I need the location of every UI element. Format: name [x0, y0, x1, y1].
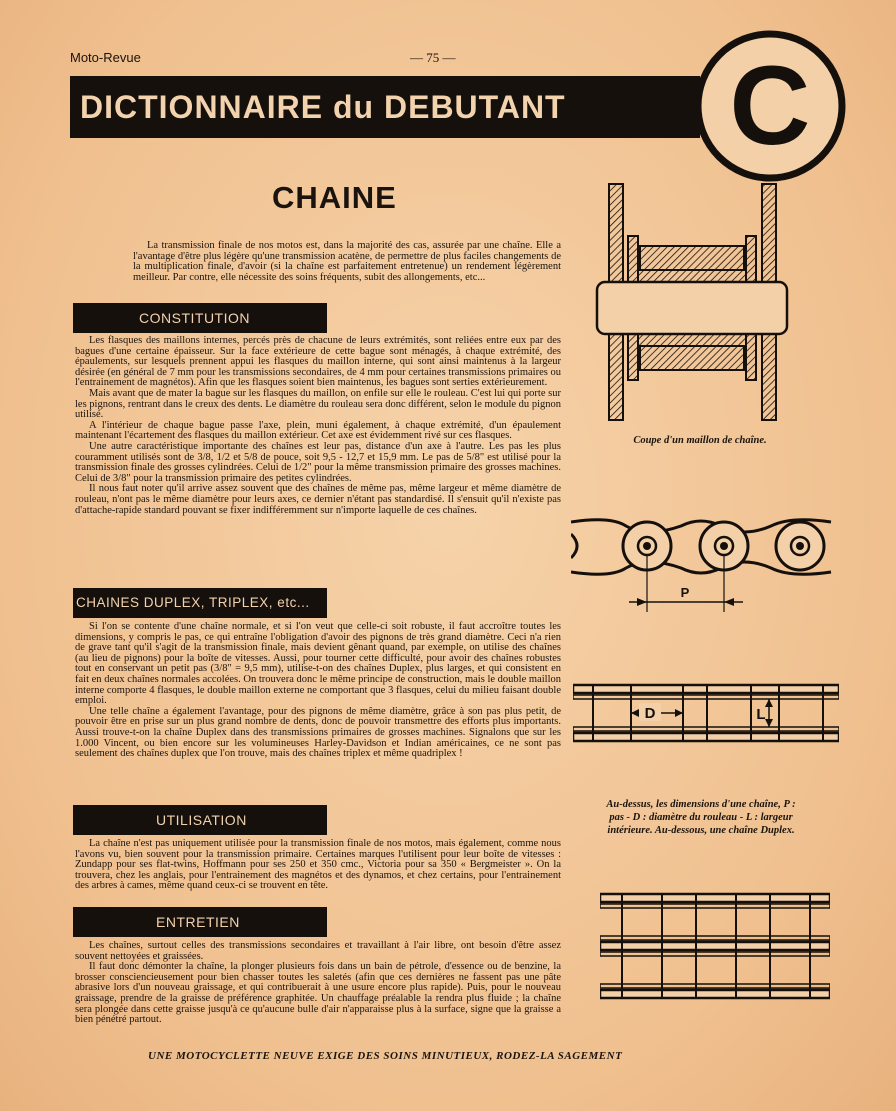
article-title: CHAINE — [272, 180, 397, 215]
duplex-text — [75, 622, 561, 760]
entretien-text — [75, 941, 561, 1026]
magazine-name: Moto-Revue — [70, 50, 141, 65]
paragraph: Les flasques des maillons internes, percés près de chacune de leurs extrémités, sont reliées entre eux par des bagues d'une certaine épaisseur. Sur la face extérieure de cette bague sont ménagés, à chaque extrémité, des épaulements, sur lesquels prennent appui les flasques du maillon interne, qui sont ainsi maintenus à la largeur désirée (en général de 7 mm pour les transmissions secondaires, de 4 mm pour certaines transmissions primaires ou l'entrainement de magnétos). Afin que les flasques soient bien maintenus, les bagues sont serties extérieurement. — [75, 335, 561, 389]
section-utilisation — [73, 805, 327, 835]
paragraph: Il nous faut noter qu'il arrive assez souvent que des chaînes de même pas, même largeur et même diamètre de rouleau, n'ont pas le même diamètre pour leurs axes, ce dernier n'étant pas standardisé. Il s'ensuit qu'il n'existe pas d'attache-rapide standard pouvant se fixer indifféremment sur n'importe laquelle de ces chaînes. — [75, 483, 561, 516]
page-number: — 75 — — [410, 50, 456, 65]
section-heading: ENTRETIEN — [156, 914, 240, 930]
section-heading: CHAINES DUPLEX, TRIPLEX, etc... — [76, 595, 310, 610]
section-entretien — [73, 907, 327, 937]
cross-section-caption: Coupe d'un maillon de chaîne. — [633, 435, 767, 446]
paragraph: Si l'on se contente d'une chaîne normale, et si l'on veut que celle-ci soit robuste, il faut accroître toutes les dimensions, y compris le pas, ce qui entraîne l'obligation d'avoir des pignons de très grand diamètre. Ceci n'a rien de grave tant qu'il s'agit de la transmission finale, mais devient gênant quand, par exemple, on utilise des chaînes (au lieu de pignons) pour la boîte de vitesses. Aussi, pour tourner cette difficulté, pour avoir des chaînes robustes tout en conservant un petit pas (3/8" = 9,5 mm), utilise-t-on des chaînes Duplex, plus larges, et qui consistent en fait en deux chaînes normales accolées. On trouvera donc le même principe de construction, mais le double maillon interne comporte 4 flasques, le double maillon externe ne comportant que 3 flasques, celui du milieu faisant double emploi. — [75, 621, 561, 707]
c-logo-icon — [694, 30, 846, 182]
utilisation-text — [75, 839, 561, 892]
paragraph: A l'intérieur de chaque bague passe l'axe, plein, muni également, à chaque extrémité, d'un épaulement maintenant l'écartement des flasques du maillon extérieur. Cet axe est évidemment rivé sur ces flasques. — [75, 419, 561, 442]
dimensions-caption: Au-dessus, les dimensions d'une chaîne, P : pas - D : diamètre du rouleau - L : largeur intérieure. Au-dessous, une chaîne Duplex. — [606, 799, 796, 836]
duplex-chain-figure — [600, 890, 830, 1006]
section-duplex — [73, 588, 327, 618]
title-banner — [70, 76, 700, 138]
intro-text — [133, 241, 561, 283]
section-constitution — [73, 303, 327, 333]
section-heading: CONSTITUTION — [139, 310, 250, 326]
chain-dimensions-figure — [573, 681, 839, 745]
paragraph: Il faut donc démonter la chaîne, la plonger plusieurs fois dans un bain de pétrole, d'essence ou de benzine, la brosser consciencieusement pour bien chasser toutes les saletés (afin que ces dernières ne fassent pas une pâte abrasive lors d'un nouveau graissage, et qui contribuerait à une usure encore plus rapide). Puis, pour le nouveau graissage, prendre de la graisse de préférence graphitée. Un chauffage préalable la rendra plus fluide ; la chaîne sera plongée dans cette graisse jusqu'à ce qu'aucune bulle d'air n'apparaisse plus à la surface, signe que la graisse a bien pénétré partout. — [75, 961, 561, 1026]
paragraph: Une telle chaîne a également l'avantage, pour des pignons de même diamètre, grâce à son pas plus petit, de pouvoir être en prise sur un plus grand nombre de dents, donc de pouvoir transmettre des efforts plus importants. Aussi trouve-t-on la chaîne Duplex dans des transmissions primaires de grosses machines. Signalons que sur les 1.000 Vincent, ou bien encore sur les volumineuses Harley-Davidson et Indian américaines, ce ne sont pas seulement des chaînes duplex que l'on trouve, mais des chaînes triplex et même quadriplex ! — [75, 705, 561, 760]
logo-letter: C — [729, 43, 811, 168]
footer-slogan: UNE MOTOCYCLETTE NEUVE EXIGE DES SOINS MINUTIEUX, RODEZ-LA SAGEMENT — [148, 1050, 623, 1062]
paragraph: La chaîne n'est pas uniquement utilisée pour la transmission finale de nos motos, mais également, comme nous l'avons vu, bien souvent pour la transmission primaire. Certaines marques l'utilisent pour leur boîte de vitesses : Zundapp pour ses flat-twins, Hoffmann pour ses 250 et 350 cmc., Victoria pour sa 350 « Bergmeister ». On la trouvera, chez les anglais, pour l'entrainement des magnétos et des dynamos, et chez certains, pour l'entrainement des arbres à cames, même quand ceux-ci se trouvent en tête. — [75, 838, 561, 892]
diameter-label: D — [644, 705, 656, 722]
constitution-text — [75, 336, 561, 516]
banner-title: DICTIONNAIRE du DEBUTANT — [80, 89, 566, 125]
section-heading: UTILISATION — [156, 812, 247, 828]
pitch-label: P — [680, 585, 690, 600]
link-cross-section-figure — [592, 180, 792, 422]
chain-pitch-figure — [571, 508, 839, 616]
width-label: L — [756, 706, 766, 723]
paragraph: Une autre caractéristique importante des chaînes est leur pas, distance d'un axe à l'autre. Les pas les plus couramment utilisés sont de 3/8, 1/2 et 5/8 de pouce, soit 9,5 - 12,7 et 15,9 mm. Le pas de 5/8" est utilisé pour la transmission finale des grosses cylindrées. Celui de 1/2" pour la même transmission primaire des grosses machines. Celui de 3/8" pour la transmission primaire des petites cylindrées. — [75, 440, 561, 484]
paragraph: Les chaînes, surtout celles des transmissions secondaires et travaillant à l'air libre, ont besoin d'être assez souvent nettoyées et graissées. — [75, 940, 561, 962]
intro-paragraph: La transmission finale de nos motos est, dans la majorité des cas, assurée par une chaîne. Elle a l'avantage d'être plus légère qu'une transmission acatène, de permettre de plus faciles changements de la multiplication finale, d'avoir (si la chaîne est parfaitement entretenue) un rendement légèrement meilleur. Par contre, elle nécessite des soins fréquents, subit des allongements, etc... — [133, 240, 561, 283]
paragraph: Mais avant que de mater la bague sur les flasques du maillon, on enfile sur elle le rouleau. C'est lui qui porte sur les pignons, rentrant dans le creux des dents. Le diamètre du rouleau sera donc différent, selon le module du pignon utilisé. — [75, 387, 561, 421]
